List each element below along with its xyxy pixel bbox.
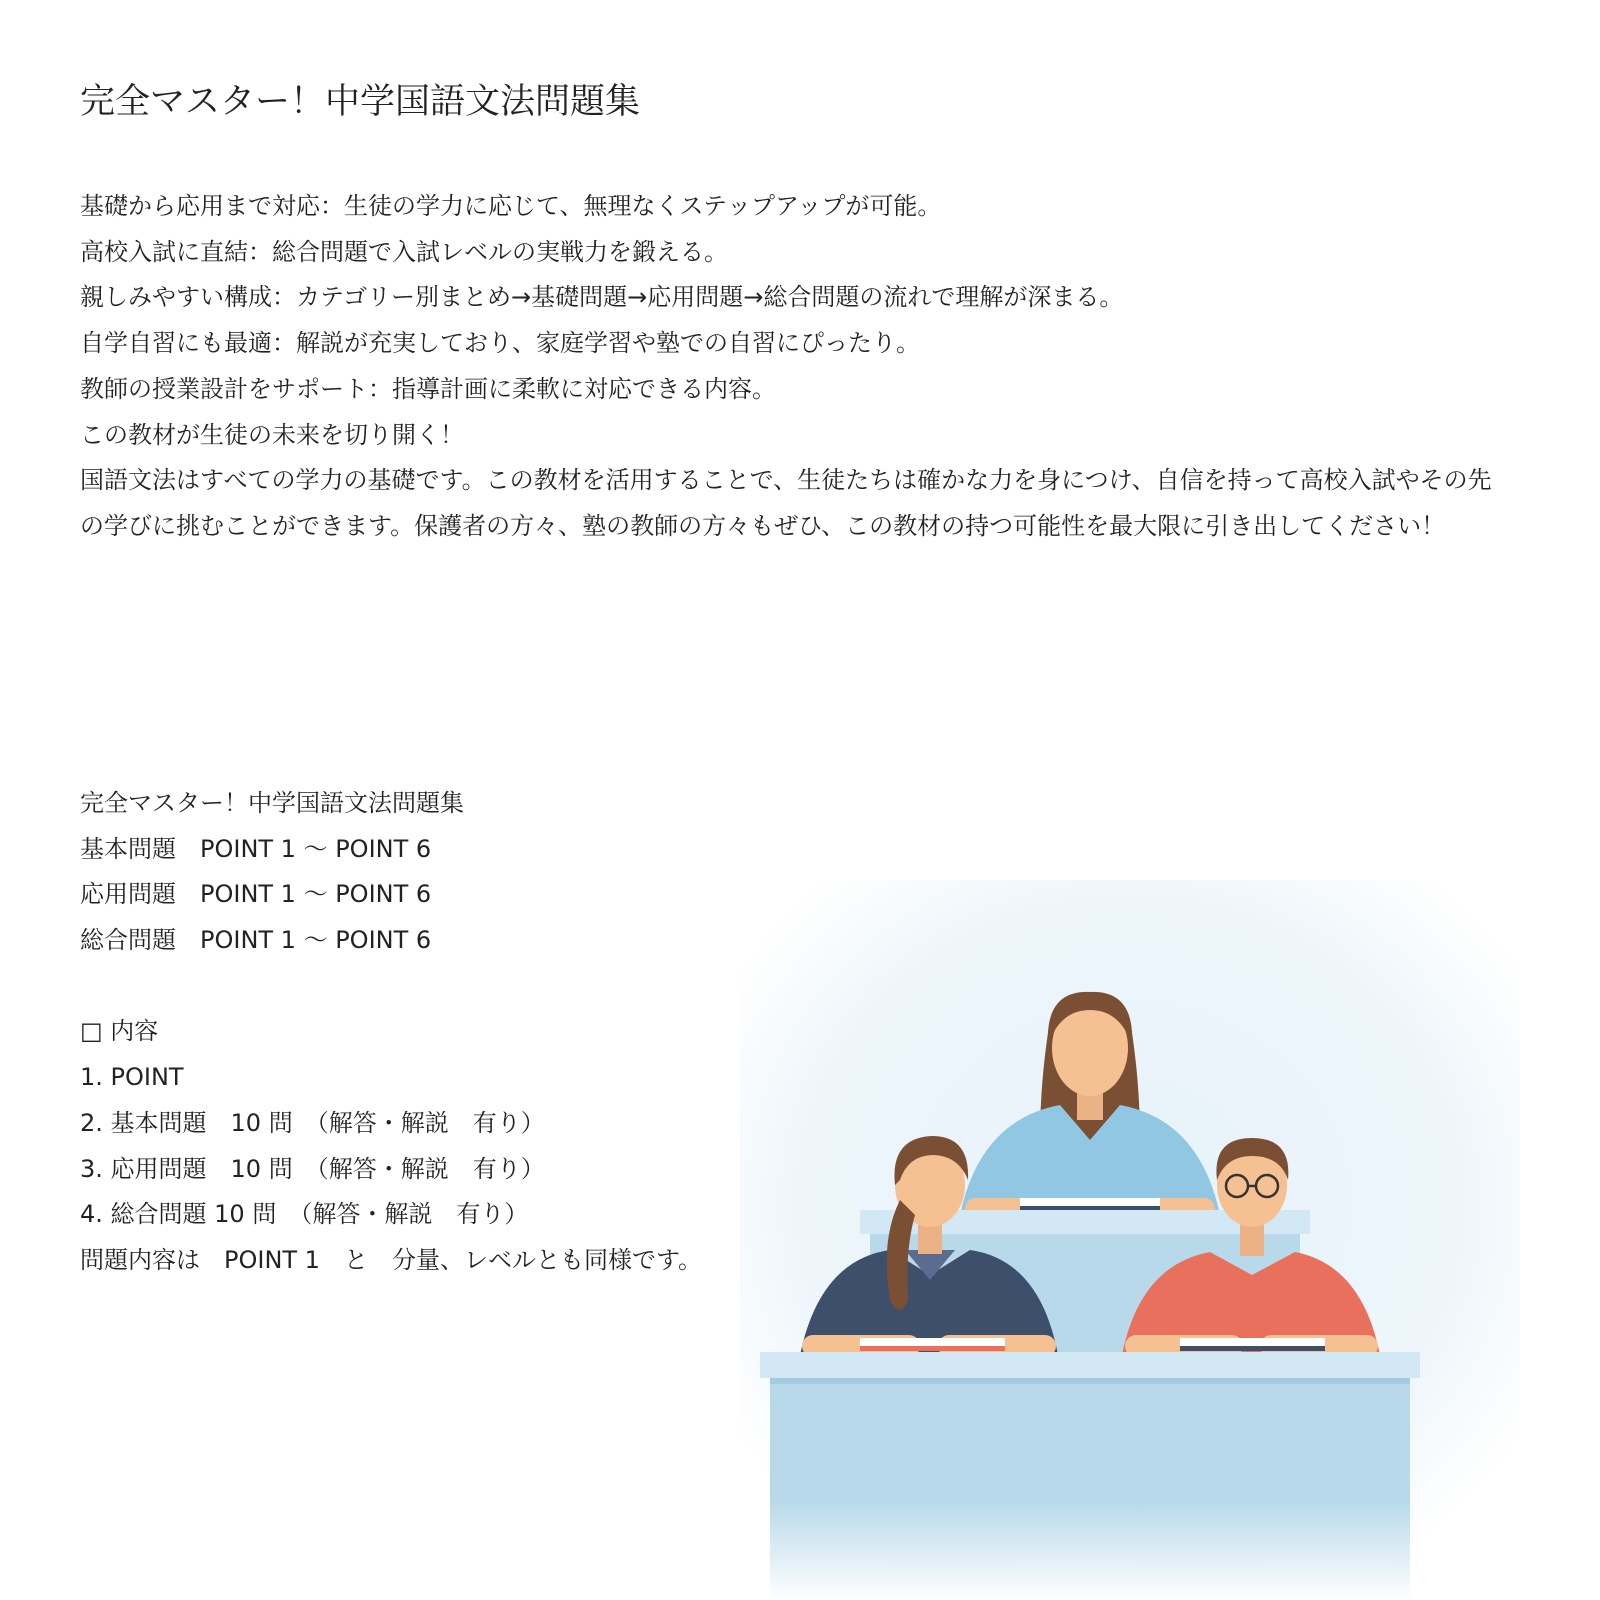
contents-item: 3. 応用問題 10 問 （解答・解説 有り） [80, 1154, 545, 1183]
contents-item: 1. POINT [80, 1063, 184, 1092]
info-block [80, 781, 760, 1284]
section-line: 応用問題 POINT 1 〜 POINT 6 [80, 880, 432, 909]
section-line: 基本問題 POINT 1 〜 POINT 6 [80, 834, 432, 863]
contents-note: 問題内容は POINT 1 と 分量、レベルとも同様です。 [80, 1245, 703, 1274]
intro-line: この教材が生徒の未来を切り開く！ [80, 420, 464, 449]
intro-line: 基礎から応用まで対応：生徒の学力に応じて、無理なくステップアップが可能。 [80, 192, 942, 220]
intro-text [80, 184, 1500, 550]
contents-item: 4. 総合問題 10 問 （解答・解説 有り） [80, 1200, 529, 1229]
contents-heading: □ 内容 [80, 1017, 159, 1046]
intro-line: 教師の授業設計をサポート：指導計画に柔軟に対応できる内容。 [80, 374, 776, 403]
contents-item: 2. 基本問題 10 問 （解答・解説 有り） [80, 1108, 545, 1137]
section-line: 総合問題 POINT 1 〜 POINT 6 [80, 926, 432, 955]
intro-paragraph: 国語文法はすべての学力の基礎です。この教材を活用することで、生徒たちは確かな力を身につけ、自信を持って高校入試やその先の学びに挑むことができます。保護者の方々、塾の教師の方々もぜひ、この教材の持つ可能性を最大限に引き出してください！ [80, 466, 1492, 540]
classroom-teacher-students-icon [740, 880, 1520, 1600]
intro-line: 自学自習にも最適：解説が充実しており、家庭学習や塾での自習にぴったり。 [80, 329, 920, 358]
intro-line: 親しみやすい構成：カテゴリー別まとめ→基礎問題→応用問題→総合問題の流れで理解が深まる。 [80, 283, 1124, 312]
student-desk-top [760, 1352, 1420, 1378]
page-title: 完全マスター！中学国語文法問題集 [80, 82, 641, 122]
spacer [80, 964, 760, 1010]
info-title: 完全マスター！中学国語文法問題集 [80, 789, 464, 817]
classroom-illustration [740, 880, 1520, 1600]
intro-line: 高校入試に直結：総合問題で入試レベルの実戦力を鍛える。 [80, 237, 728, 266]
